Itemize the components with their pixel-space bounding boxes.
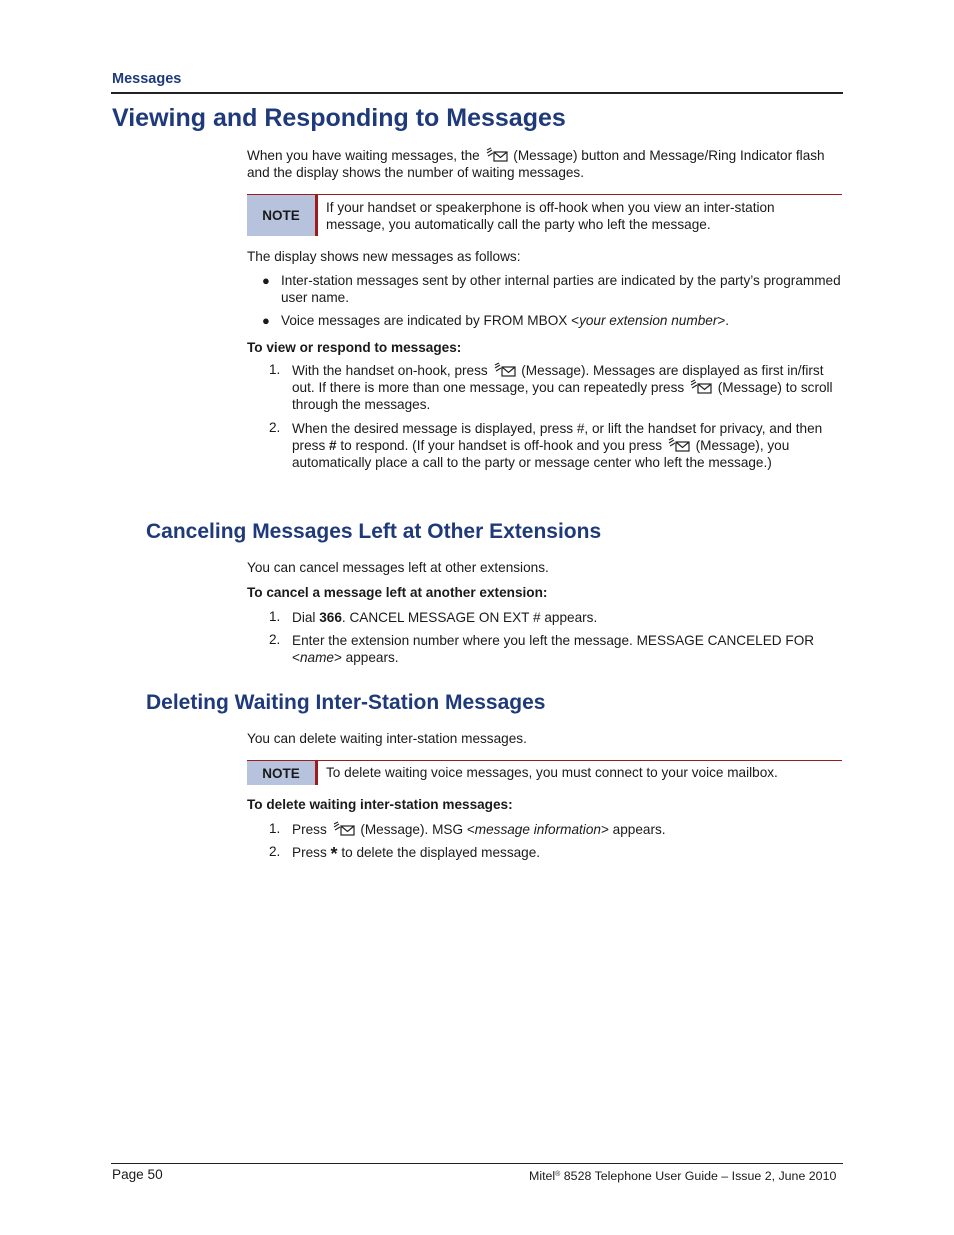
step-number: 2. [269, 420, 281, 435]
step-text: When the desired message is displayed, press #, or lift the handset for privacy, and then press # to respond. (If your handset is off-hook and you press (Message), you automatically place a call to the party or message center who left the message.) [292, 421, 823, 470]
step-text: Enter the extension number where you left the message. MESSAGE CANCELED FOR <name> appears. [292, 633, 815, 665]
display-intro: The display shows new messages as follows: [247, 249, 521, 264]
step-number: 2. [269, 632, 281, 647]
note-text: If your handset or speakerphone is off-hook when you view an inter-station message, you automatically call the party who left the message. [326, 200, 775, 232]
header-rule [111, 92, 843, 94]
section-heading-delete: Deleting Waiting Inter-Station Messages [146, 691, 546, 714]
procedure-title: To delete waiting inter-station messages: [247, 797, 513, 812]
step-text: Dial 366. CANCEL MESSAGE ON EXT # appears. [292, 610, 598, 625]
message-icon [689, 379, 713, 395]
step-number: 1. [269, 362, 281, 377]
step-number: 2. [269, 844, 281, 859]
running-header: Messages [112, 71, 182, 87]
page-number: Page 50 [112, 1167, 163, 1182]
step-text: Press * to delete the displayed message. [292, 844, 541, 864]
page-title: Viewing and Responding to Messages [112, 104, 566, 132]
message-icon [332, 821, 356, 837]
delete-intro: You can delete waiting inter-station messages. [247, 731, 527, 746]
step-number: 1. [269, 821, 281, 836]
message-icon [667, 437, 691, 453]
note-text: To delete waiting voice messages, you must connect to your voice mailbox. [326, 765, 778, 780]
section-heading-cancel: Canceling Messages Left at Other Extensions [146, 520, 602, 543]
bullet-item: Inter-station messages sent by other internal parties are indicated by the party’s programmed user name. [281, 273, 841, 305]
note-label: NOTE [247, 195, 318, 236]
procedure-title: To view or respond to messages: [247, 340, 462, 355]
note-rule [247, 760, 842, 761]
procedure-title: To cancel a message left at another extension: [247, 585, 548, 600]
note-rule [247, 194, 842, 195]
message-icon [493, 362, 517, 378]
bullet-marker: ● [262, 273, 270, 288]
footer-rule [111, 1163, 843, 1164]
intro-paragraph: When you have waiting messages, the (Message) button and Message/Ring Indicator flash and the display shows the number of waiting messages. [247, 148, 825, 180]
bullet-item: Voice messages are indicated by FROM MBOX <your extension number>. [281, 313, 730, 328]
step-text: Press (Message). MSG <message information> appears. [292, 822, 666, 837]
step-text: With the handset on-hook, press (Message). Messages are displayed as first in/first out. If there is more than one message, you can repeatedly press (Message) to scroll through the messages. [292, 363, 833, 412]
cancel-intro: You can cancel messages left at other extensions. [247, 560, 549, 575]
star-key: * [330, 844, 338, 864]
message-icon [485, 147, 509, 163]
note-label: NOTE [247, 761, 318, 785]
step-number: 1. [269, 609, 281, 624]
footer-guide-title: Mitel® 8528 Telephone User Guide – Issue 2, June 2010 [529, 1169, 837, 1183]
bullet-marker: ● [262, 313, 270, 328]
